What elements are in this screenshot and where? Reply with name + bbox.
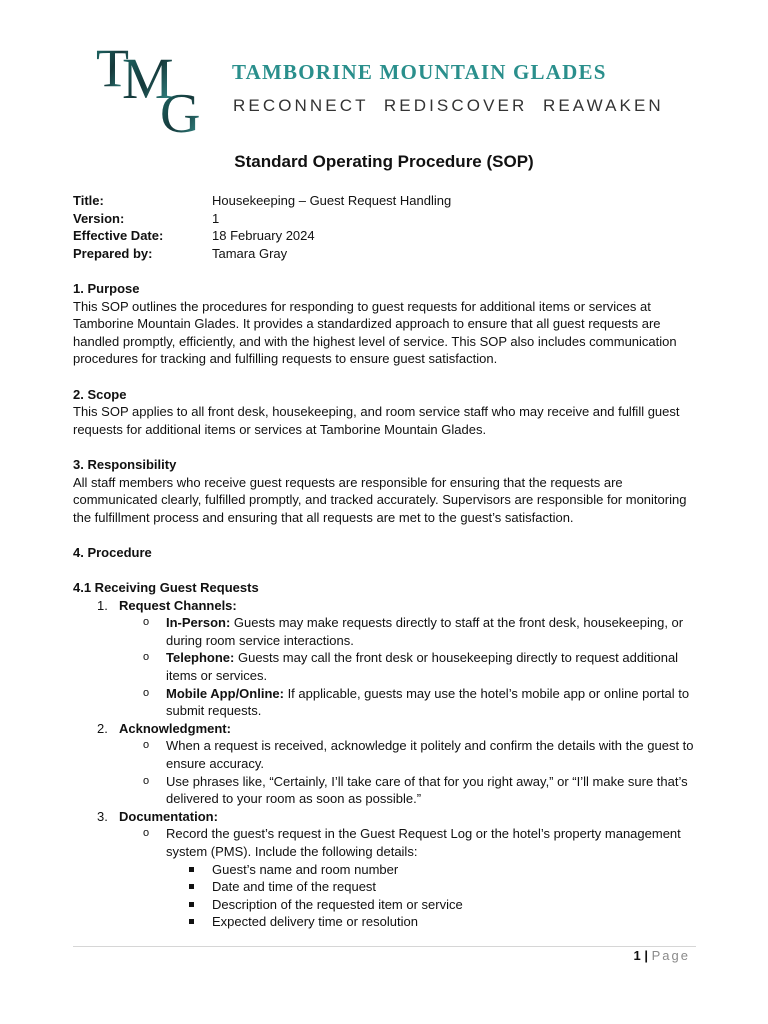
brand-tagline: RECONNECT REDISCOVER REAWAKEN — [233, 96, 664, 115]
page-separator: | — [640, 948, 652, 963]
detail-text: Description of the requested item or service — [212, 896, 463, 912]
step-label: Acknowledgment: — [119, 720, 231, 736]
detail-text: Expected delivery time or resolution — [212, 914, 418, 930]
subsection-heading: 4.1 Receiving Guest Requests — [73, 580, 259, 596]
svg-text:G: G — [160, 83, 201, 136]
circle-bullet-icon: o — [143, 686, 150, 699]
page-header — [96, 40, 676, 136]
item-text: Guests may call the front desk or housekeeping directly to request additional items or services. — [166, 650, 679, 684]
circle-bullet-icon: o — [143, 739, 150, 752]
square-bullet-icon — [189, 902, 194, 907]
document-body — [73, 280, 698, 931]
section-heading-procedure: 4. Procedure — [73, 544, 152, 560]
meta-key: Version: — [73, 210, 125, 226]
circle-bullet-icon: o — [143, 651, 150, 664]
section-text-responsibility: All staff members who receive guest requests are responsible for ensuring that the requests are communicated clearly, fulfilled promptly, and tracked accurately. Supervisors are responsible for monitoring the fulfillment process and ensuring that all requests are met to the guest’s satisfaction. — [73, 474, 687, 525]
document-metadata — [73, 192, 451, 262]
detail-text: Date and time of the request — [212, 879, 377, 895]
page-footer — [634, 948, 690, 963]
procedure-step — [73, 597, 698, 720]
section-heading-responsibility: 3. Responsibility — [73, 456, 177, 472]
detail-text: Guest’s name and room number — [212, 861, 399, 877]
item-text: If applicable, guests may use the hotel’s mobile app or online portal to submit requests. — [166, 685, 690, 719]
item-lead: Mobile App/Online: — [166, 685, 284, 701]
meta-key: Prepared by: — [73, 245, 153, 261]
step-label: Documentation: — [119, 808, 218, 824]
item-text: Record the guest’s request in the Guest Request Log or the hotel’s property management system (PMS). Include the following details: — [166, 826, 681, 859]
page-number: 1 — [633, 948, 641, 963]
meta-row-title — [73, 192, 451, 210]
procedure-steps — [73, 597, 698, 931]
detail-item — [166, 896, 698, 914]
section-heading-purpose: 1. Purpose — [73, 281, 140, 296]
step-number: 1. — [97, 597, 108, 613]
footer-divider — [73, 946, 696, 947]
list-item — [119, 685, 698, 720]
procedure-step — [73, 808, 698, 931]
meta-value: 1 — [212, 210, 220, 226]
tmg-monogram-logo — [96, 40, 214, 136]
square-bullet-icon — [189, 884, 194, 889]
list-item — [119, 614, 698, 649]
square-bullet-icon — [189, 867, 194, 872]
meta-row-effective-date — [73, 227, 451, 245]
step-label: Request Channels: — [119, 597, 237, 613]
meta-value: 18 February 2024 — [212, 228, 315, 244]
page-label: Page — [651, 948, 690, 963]
circle-bullet-icon: o — [143, 774, 150, 787]
meta-value: Tamara Gray — [212, 245, 288, 261]
meta-key: Effective Date: — [73, 228, 164, 244]
meta-key: Title: — [73, 193, 104, 208]
detail-item — [166, 913, 698, 931]
svg-text:M: M — [122, 46, 174, 111]
circle-bullet-icon: o — [143, 827, 150, 840]
circle-bullet-icon: o — [143, 616, 150, 629]
list-item — [119, 649, 698, 684]
list-item — [119, 825, 698, 931]
meta-row-prepared-by — [73, 245, 451, 263]
section-text-scope: This SOP applies to all front desk, housekeeping, and room service staff who may receive and fulfill guest requests for additional items or services at Tamborine Mountain Glades. — [73, 404, 680, 437]
item-lead: In-Person: — [166, 615, 231, 631]
procedure-step — [73, 720, 698, 808]
list-item — [119, 737, 698, 772]
section-heading-scope: 2. Scope — [73, 386, 127, 402]
item-text: Use phrases like, “Certainly, I’ll take care of that for you right away,” or “I’ll make sure that’s delivered to your room as soon as possible.” — [166, 773, 688, 807]
meta-row-version — [73, 210, 451, 228]
item-text: Guests may make requests directly to staff at the front desk, housekeeping, or during room service interactions. — [166, 615, 684, 648]
detail-item — [166, 861, 698, 879]
list-item — [119, 773, 698, 808]
step-number: 2. — [97, 720, 108, 736]
svg-text:T: T — [96, 40, 129, 98]
item-lead: Telephone: — [166, 650, 235, 666]
step-number: 3. — [97, 808, 108, 824]
document-title: Standard Operating Procedure (SOP) — [234, 152, 534, 171]
brand-name: TAMBORINE MOUNTAIN GLADES — [232, 60, 607, 84]
item-text: When a request is received, acknowledge it politely and confirm the details with the guest to ensure accuracy. — [166, 738, 694, 772]
section-text-purpose: This SOP outlines the procedures for responding to guest requests for additional items or services at Tamborine Mountain Glades. It provides a standardized approach to ensure that all guest requests are handled promptly, efficiently, and with the highest level of service. This SOP also includes communication procedures for tracking and fulfilling requests to ensure guest satisfaction. — [73, 298, 677, 367]
detail-item — [166, 878, 698, 896]
square-bullet-icon — [189, 919, 194, 924]
meta-value: Housekeeping – Guest Request Handling — [212, 193, 452, 208]
